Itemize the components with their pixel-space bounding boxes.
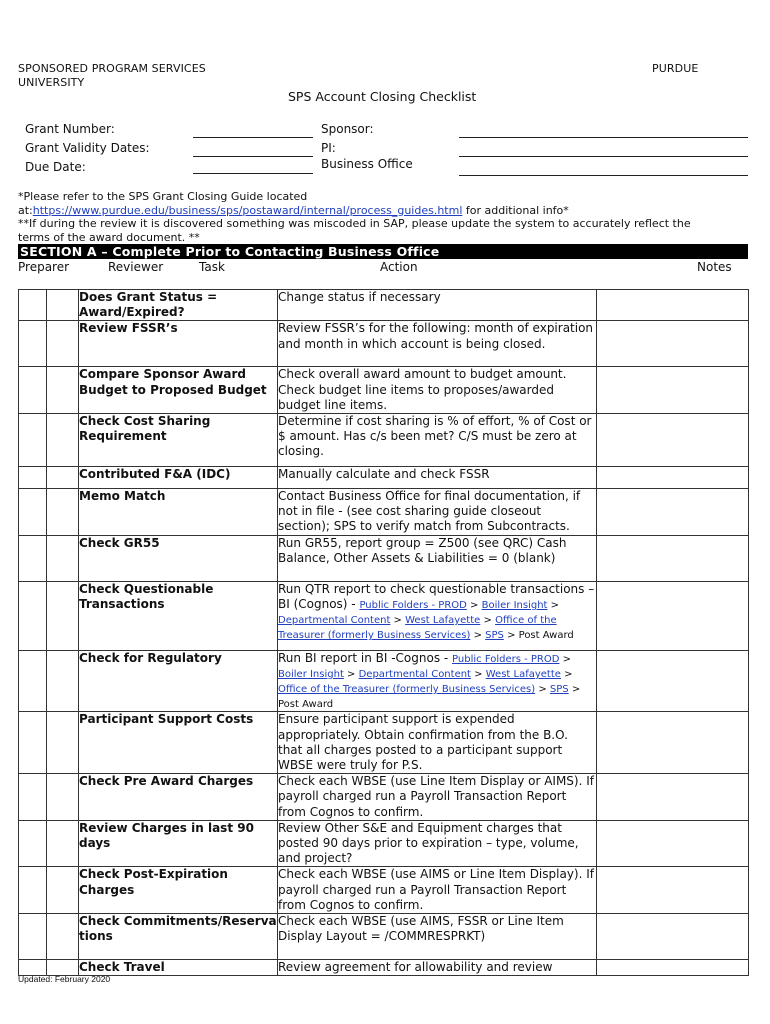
task-cell: Check Questionable Transactions — [79, 581, 278, 650]
grant-validity-field[interactable] — [193, 156, 313, 157]
header-org: SPONSORED PROGRAM SERVICES — [18, 62, 206, 75]
table-row — [19, 820, 749, 867]
sponsor-field[interactable] — [459, 137, 748, 138]
boiler-insight-link[interactable]: Boiler Insight — [278, 668, 344, 680]
task-cell: Check GR55 — [79, 535, 278, 581]
sps-link[interactable]: SPS — [549, 684, 569, 696]
table-row — [19, 712, 749, 774]
col-reviewer: Reviewer — [108, 260, 164, 274]
west-lafayette-link[interactable]: West Lafayette — [405, 615, 481, 627]
pi-field[interactable] — [459, 156, 748, 157]
task-cell: Contributed F&A (IDC) — [79, 467, 278, 489]
treasurer-link[interactable]: Office of the Treasurer (formerly Business Services) — [278, 615, 557, 642]
notes-cell[interactable] — [597, 774, 749, 821]
reviewer-cell[interactable] — [47, 650, 79, 712]
reviewer-cell[interactable] — [47, 367, 79, 414]
breadcrumb-separator: > — [466, 599, 482, 611]
post-award-text: Post Award — [278, 699, 334, 711]
action-cell: Review FSSR’s for the following: month of expiration and month in which account is being closed. — [278, 321, 597, 367]
public-folders-link[interactable]: Public Folders - PROD — [359, 599, 467, 611]
table-row — [19, 367, 749, 414]
note-line-1: *Please refer to the SPS Grant Closing Guide located — [18, 190, 308, 203]
note-line-2-prefix: at: — [18, 203, 33, 217]
grant-number-label: Grant Number: — [25, 122, 115, 136]
notes-cell[interactable] — [597, 712, 749, 774]
breadcrumb-separator: > — [480, 615, 496, 627]
header-purdue: PURDUE — [652, 62, 699, 75]
col-action: Action — [380, 260, 418, 274]
action-cell — [278, 650, 597, 712]
due-date-field[interactable] — [193, 173, 313, 174]
reviewer-cell[interactable] — [47, 867, 79, 914]
task-cell: Participant Support Costs — [79, 712, 278, 774]
table-row — [19, 581, 749, 650]
note-line-3: **If during the review it is discovered something was miscoded in SAP, please update the system to accurately reflect the — [18, 217, 691, 230]
action-cell: Manually calculate and check FSSR — [278, 467, 597, 489]
task-cell: Review FSSR’s — [79, 321, 278, 367]
reviewer-cell[interactable] — [47, 321, 79, 367]
pi-label: PI: — [321, 141, 336, 155]
task-cell: Check Cost Sharing Requirement — [79, 414, 278, 467]
reviewer-cell[interactable] — [47, 914, 79, 960]
sponsor-label: Sponsor: — [321, 122, 374, 136]
public-folders-link[interactable]: Public Folders - PROD — [452, 653, 560, 665]
business-office-field[interactable] — [459, 175, 748, 176]
table-row — [19, 535, 749, 581]
sps-link[interactable]: SPS — [485, 630, 504, 642]
action-cell: Change status if necessary — [278, 290, 597, 321]
table-row — [19, 414, 749, 467]
qtr-action-text: Run QTR report to check questionable transactions – BI (Cognos) - — [278, 581, 595, 611]
task-cell: Does Grant Status = Award/Expired? — [79, 290, 278, 321]
notes-cell[interactable] — [597, 290, 749, 321]
treasurer-link[interactable]: Office of the Treasurer (formerly Business Services) — [278, 684, 536, 696]
task-cell: Review Charges in last 90 days — [79, 820, 278, 867]
notes-cell[interactable] — [597, 820, 749, 867]
action-cell: Run GR55, report group = Z500 (see QRC) Cash Balance, Other Assets & Liabilities = 0 (blank) — [278, 535, 597, 581]
action-cell: Determine if cost sharing is % of effort, % of Cost or $ amount. Has c/s been met? C/S must be zero at closing. — [278, 414, 597, 467]
reviewer-cell[interactable] — [47, 467, 79, 489]
post-award-text: Post Award — [518, 630, 574, 642]
notes-cell[interactable] — [597, 650, 749, 712]
preparer-cell[interactable] — [19, 820, 47, 867]
reviewer-cell[interactable] — [47, 535, 79, 581]
preparer-cell[interactable] — [19, 290, 47, 321]
boiler-insight-link[interactable]: Boiler Insight — [481, 599, 548, 611]
action-cell: Contact Business Office for final documentation, if not in file - (see cost sharing guide closeout section); SPS to verify match from Subcontracts. — [278, 489, 597, 536]
breadcrumb-separator: > — [390, 615, 406, 627]
table-row — [19, 960, 749, 976]
updated-footer: Updated: February 2020 — [18, 974, 111, 984]
notes-cell[interactable] — [597, 321, 749, 367]
notes-cell[interactable] — [597, 489, 749, 536]
preparer-cell[interactable] — [19, 367, 47, 414]
notes-cell[interactable] — [597, 960, 749, 976]
note-line-2 — [18, 204, 758, 218]
regulatory-action-text: Run BI report in BI -Cognos - — [278, 650, 453, 665]
notes-cell[interactable] — [597, 914, 749, 960]
action-cell: Review agreement for allowability and review — [278, 960, 597, 976]
table-row — [19, 774, 749, 821]
action-cell: Review Other S&E and Equipment charges that posted 90 days prior to expiration – type, volume, and project? — [278, 820, 597, 867]
col-task: Task — [199, 260, 225, 274]
task-cell: Memo Match — [79, 489, 278, 536]
business-office-label: Business Office — [321, 157, 413, 171]
page-title: SPS Account Closing Checklist — [288, 89, 477, 104]
breadcrumb-separator: > — [343, 668, 359, 680]
breadcrumb-separator: > — [470, 668, 486, 680]
table-row — [19, 650, 749, 712]
reviewer-cell[interactable] — [47, 774, 79, 821]
action-cell: Check each WBSE (use AIMS, FSSR or Line Item Display Layout = /COMMRESPRKT) — [278, 914, 597, 960]
table-row — [19, 290, 749, 321]
action-cell: Check each WBSE (use AIMS or Line Item Display). If payroll charged run a Payroll Transaction Report from Cognos to confirm. — [278, 867, 597, 914]
notes-cell[interactable] — [597, 581, 749, 650]
preparer-cell[interactable] — [19, 712, 47, 774]
task-cell: Check for Regulatory — [79, 650, 278, 712]
preparer-cell[interactable] — [19, 489, 47, 536]
notes-cell[interactable] — [597, 367, 749, 414]
action-cell — [278, 581, 597, 650]
table-row — [19, 467, 749, 489]
col-preparer: Preparer — [18, 260, 70, 274]
reviewer-cell[interactable] — [47, 290, 79, 321]
reviewer-cell[interactable] — [47, 489, 79, 536]
breadcrumb-separator: > — [470, 630, 486, 642]
action-cell: Check each WBSE (use Line Item Display or AIMS). If payroll charged run a Payroll Transaction Report from Cognos to confirm. — [278, 774, 597, 821]
reviewer-cell[interactable] — [47, 820, 79, 867]
note-line-4: terms of the award document. ** — [18, 230, 200, 244]
closing-guide-note — [18, 190, 758, 244]
table-row — [19, 489, 749, 536]
table-row — [19, 867, 749, 914]
breadcrumb-separator: > — [547, 599, 560, 611]
notes-cell[interactable] — [597, 467, 749, 489]
breadcrumb-separator: > — [560, 668, 573, 680]
breadcrumb-separator: > — [535, 684, 550, 696]
action-cell: Check overall award amount to budget amount. Check budget line items to proposes/awarded budget line items. — [278, 367, 597, 414]
table-row — [19, 321, 749, 367]
table-row — [19, 914, 749, 960]
task-cell: Check Travel — [79, 960, 278, 976]
reviewer-cell[interactable] — [47, 414, 79, 467]
grant-number-field[interactable] — [193, 137, 313, 138]
task-cell: Check Commitments/Reservations — [79, 914, 278, 960]
task-cell: Check Post-Expiration Charges — [79, 867, 278, 914]
preparer-cell[interactable] — [19, 535, 47, 581]
reviewer-cell[interactable] — [47, 712, 79, 774]
header-org-2: UNIVERSITY — [18, 76, 85, 89]
preparer-cell[interactable] — [19, 914, 47, 960]
note-line-2-suffix: for additional info* — [462, 203, 569, 217]
notes-cell[interactable] — [597, 535, 749, 581]
departmental-content-link[interactable]: Departmental Content — [278, 615, 391, 627]
preparer-cell[interactable] — [19, 774, 47, 821]
task-cell: Check Pre Award Charges — [79, 774, 278, 821]
breadcrumb-separator: > — [559, 653, 572, 665]
breadcrumb-separator: > — [503, 630, 519, 642]
west-lafayette-link[interactable]: West Lafayette — [485, 668, 561, 680]
due-date-label: Due Date: — [25, 160, 86, 174]
preparer-cell[interactable] — [19, 650, 47, 712]
preparer-cell[interactable] — [19, 467, 47, 489]
preparer-cell[interactable] — [19, 867, 47, 914]
col-notes: Notes — [697, 260, 732, 274]
notes-cell[interactable] — [597, 867, 749, 914]
checklist-table — [18, 289, 749, 976]
process-guides-link[interactable]: https://www.purdue.edu/business/sps/postaward/internal/process_guides.html — [32, 203, 463, 217]
reviewer-cell[interactable] — [47, 581, 79, 650]
grant-validity-label: Grant Validity Dates: — [25, 141, 150, 155]
task-cell: Compare Sponsor Award Budget to Proposed Budget — [79, 367, 278, 414]
breadcrumb-separator: > — [568, 684, 581, 696]
section-a-header: SECTION A – Complete Prior to Contacting Business Office — [18, 244, 748, 259]
preparer-cell[interactable] — [19, 581, 47, 650]
action-cell: Ensure participant support is expended appropriately. Obtain confirmation from the B.O. that all charges posted to a participant support WBSE were truly for P.S. — [278, 712, 597, 774]
preparer-cell[interactable] — [19, 321, 47, 367]
notes-cell[interactable] — [597, 414, 749, 467]
preparer-cell[interactable] — [19, 414, 47, 467]
departmental-content-link[interactable]: Departmental Content — [358, 668, 471, 680]
